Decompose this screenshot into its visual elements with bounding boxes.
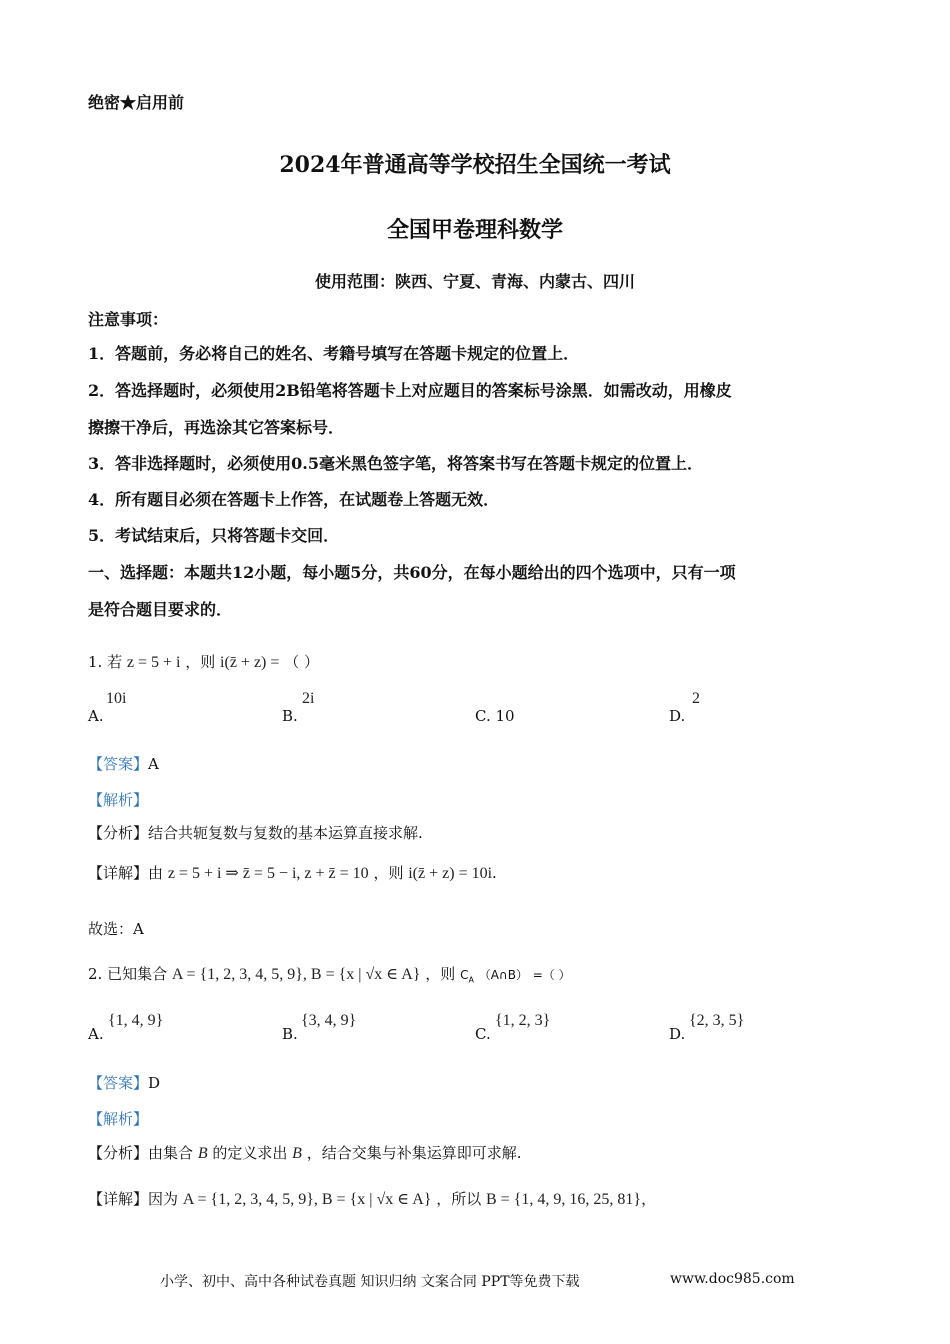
- q1-choose: 故选：A: [88, 920, 144, 938]
- q1-fenxi: [88, 822, 423, 843]
- q2-detail-pre: 因为: [148, 1190, 179, 1208]
- q2-analysis-tag: 【解析】: [88, 1110, 149, 1128]
- q1-detail-math: z = 5 + i ⇒ z̄ = 5 − i, z + z̄ = 10: [167, 865, 369, 882]
- q1-detail-end: .: [492, 864, 497, 882]
- q2-complement-sub: A: [468, 975, 474, 985]
- section-heading-line2: 是符合题目要求的．: [88, 600, 233, 619]
- q1-option-d: 2: [692, 690, 700, 707]
- footer-url[interactable]: www.doc985.com: [670, 1271, 795, 1287]
- q1-detail-math2: i(z̄ + z) = 10i: [408, 865, 493, 882]
- q2-option-d-label: D.: [669, 1025, 686, 1043]
- q2-fenxi-b1: B: [197, 1145, 208, 1162]
- q1-fenxi-tag: 【分析】: [88, 824, 149, 842]
- q2-option-a: {1, 4, 9}: [108, 1012, 164, 1029]
- q1-option-b: 2i: [302, 690, 315, 707]
- q1-answer-value: A: [148, 755, 159, 773]
- q1-detail-tag: 【详解】: [88, 864, 149, 882]
- footer-text: 小学、初中、高中各种试卷真题 知识归纳 文案合同 PPT等免费下载: [160, 1274, 580, 1290]
- exam-title: 2024年普通高等学校招生全国统一考试: [279, 152, 671, 178]
- note-3: 3．答非选择题时，必须使用0.5毫米黑色签字笔，将答案书写在答题卡规定的位置上．: [88, 454, 703, 473]
- q1-detail-mid: ，则: [373, 864, 404, 882]
- q1-option-a: 10i: [106, 690, 127, 707]
- q2-prefix: 2. 已知集合: [88, 965, 168, 983]
- q2-detail-mid: ，所以: [436, 1190, 482, 1208]
- q1-option-d-label: D.: [669, 707, 686, 725]
- note-1: 1．答题前，务必将自己的姓名、考籍号填写在答题卡规定的位置上．: [88, 344, 580, 363]
- q2-answer: [88, 1072, 160, 1093]
- q2-fenxi-tag: 【分析】: [88, 1144, 149, 1162]
- note-5: 5．考试结束后，只将答题卡交回．: [88, 526, 340, 545]
- q1-option-c: C. 10: [475, 707, 515, 725]
- q2-option-c-label: C.: [475, 1025, 491, 1043]
- q2-complement: [460, 968, 474, 985]
- q1-prefix: 1. 若: [88, 653, 123, 671]
- section-heading-line1: 一、选择题：本题共12小题，每小题5分，共60分，在每小题给出的四个选项中，只有一项: [88, 563, 736, 582]
- q2-answer-value: D: [148, 1074, 161, 1092]
- q2-option-c: {1, 2, 3}: [495, 1012, 551, 1029]
- q2-option-a-label: A.: [88, 1025, 104, 1043]
- q2-detail-tag: 【详解】: [88, 1190, 149, 1208]
- question-1: [88, 651, 319, 672]
- q2-paren: =（ ）: [532, 968, 571, 982]
- q1-paren: （ ）: [284, 653, 319, 671]
- note-2-line2: 擦擦干净后，再选涂其它答案标号．: [88, 418, 345, 437]
- q1-mid: ，则: [185, 653, 216, 671]
- q2-option-d: {2, 3, 5}: [689, 1012, 745, 1029]
- q2-detail-sets: A = {1, 2, 3, 4, 5, 9}, B = {x | √x ∈ A}: [182, 1191, 432, 1208]
- q2-detail: [88, 1188, 656, 1209]
- q1-expression: i(z̄ + z) =: [220, 654, 280, 671]
- q2-option-b-label: B.: [282, 1025, 298, 1043]
- q1-option-b-label: B.: [282, 707, 298, 725]
- q2-fenxi-b2: B: [292, 1145, 302, 1162]
- q1-option-a-label: A.: [88, 707, 104, 725]
- usage-scope: 使用范围：陕西、宁夏、青海、内蒙古、四川: [314, 272, 635, 291]
- q2-detail-b: B = {1, 4, 9, 16, 25, 81}: [486, 1191, 642, 1208]
- q2-option-b: {3, 4, 9}: [301, 1012, 357, 1029]
- q1-answer: [88, 753, 159, 774]
- q2-fenxi-end: ，结合交集与补集运算即可求解.: [306, 1144, 522, 1162]
- q1-analysis-tag: 【解析】: [88, 791, 149, 809]
- question-2: [88, 963, 571, 984]
- q2-intersection: （A∩B）: [478, 968, 528, 982]
- q2-fenxi-pre: 由集合: [148, 1144, 194, 1162]
- q1-condition: z = 5 + i: [126, 654, 181, 671]
- q2-sets: A = {1, 2, 3, 4, 5, 9}, B = {x | √x ∈ A}: [171, 966, 421, 983]
- q1-detail: [88, 862, 497, 883]
- q1-answer-tag: 【答案】: [88, 755, 149, 773]
- q1-fenxi-text: 结合共轭复数与复数的基本运算直接求解.: [148, 824, 423, 842]
- q1-detail-pre: 由: [148, 864, 164, 882]
- secret-label: 绝密★启用前: [88, 93, 185, 112]
- q2-detail-end: ，: [641, 1190, 657, 1208]
- q2-tail: ，则: [425, 965, 456, 983]
- q2-fenxi: [88, 1142, 522, 1163]
- exam-subtitle: 全国甲卷理科数学: [386, 217, 563, 243]
- notes-heading: 注意事项：: [88, 310, 169, 329]
- note-2-line1: 2．答选择题时，必须使用2B铅笔将答题卡上对应题目的答案标号涂黑．如需改动，用橡皮: [88, 381, 732, 400]
- q2-answer-tag: 【答案】: [88, 1074, 149, 1092]
- q2-fenxi-mid: 的定义求出: [212, 1144, 288, 1162]
- note-4: 4．所有题目必须在答题卡上作答，在试题卷上答题无效．: [88, 490, 500, 509]
- q2-complement-symbol: C: [460, 968, 469, 982]
